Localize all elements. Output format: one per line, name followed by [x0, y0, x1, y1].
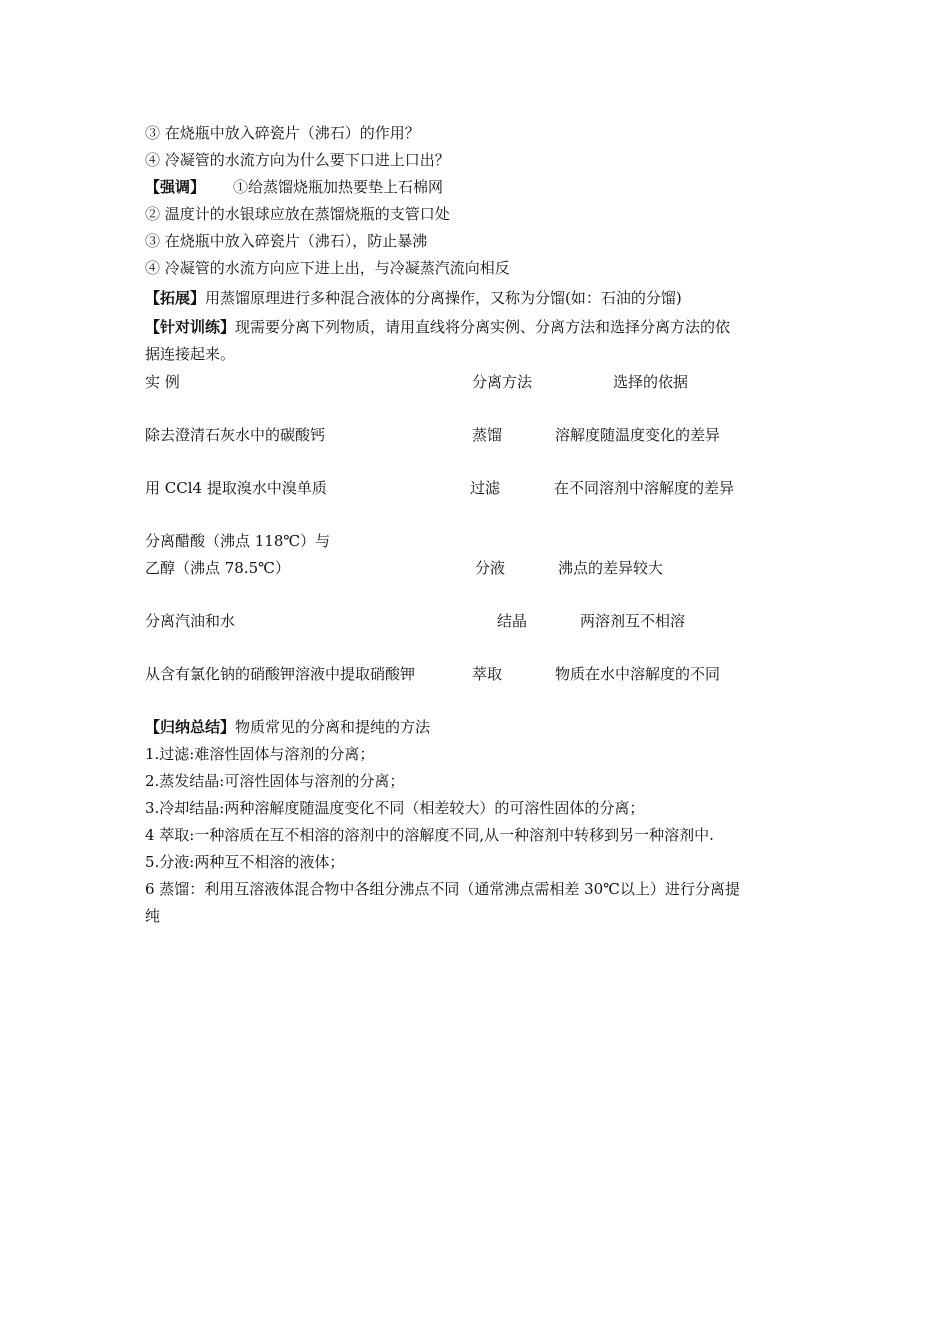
question-4: ④ 冷凝管的水流方向为什么要下口进上口出？	[145, 151, 450, 169]
method-5: 萃取	[472, 665, 503, 683]
emphasis-point-3: ③ 在烧瓶中放入碎瓷片（沸石），防止暴沸	[145, 232, 428, 250]
emphasis-point-2: ② 温度计的水银球应放在蒸馏烧瓶的支管口处	[145, 205, 450, 223]
extension-tag: 【拓展】	[145, 289, 206, 307]
method-2: 过滤	[470, 479, 501, 497]
method-1: 蒸馏	[472, 426, 503, 444]
training-text: 现需要分离下列物质，请用直线将分离实例、分离方法和选择分离方法的依	[235, 318, 731, 336]
emphasis-line	[145, 177, 443, 197]
basis-3: 沸点的差异较大	[558, 559, 664, 577]
method-4: 结晶	[497, 612, 528, 630]
summary-item: 3.冷却结晶:两种溶解度随温度变化不同（相差较大）的可溶性固体的分离；	[145, 799, 645, 817]
header-basis: 选择的依据	[613, 373, 689, 391]
extension-text: 用蒸馏原理进行多种混合液体的分离操作，又称为分馏(如：石油的分馏)	[205, 289, 682, 307]
header-method: 分离方法	[472, 373, 533, 391]
example-2: 用 CCl4 提取溴水中溴单质	[145, 479, 327, 497]
basis-1: 溶解度随温度变化的差异	[555, 426, 721, 444]
question-3: ③ 在烧瓶中放入碎瓷片（沸石）的作用？	[145, 124, 420, 142]
summary-item: 4 萃取:一种溶质在互不相溶的溶剂中的溶解度不同,从一种溶剂中转移到另一种溶剂中.	[145, 826, 714, 844]
emphasis-tag: 【强调】	[145, 178, 206, 196]
training-tag: 【针对训练】	[145, 318, 236, 336]
summary-item: 1.过滤:难溶性固体与溶剂的分离；	[145, 745, 375, 763]
emphasis-point-1: ①给蒸馏烧瓶加热要垫上石棉网	[233, 178, 444, 196]
summary-heading	[145, 717, 430, 737]
example-3: 分离醋酸（沸点 118℃）与	[145, 532, 331, 550]
example-5: 从含有氯化钠的硝酸钾溶液中提取硝酸钾	[145, 665, 416, 683]
summary-item: 2.蒸发结晶:可溶性固体与溶剂的分离；	[145, 772, 405, 790]
header-example: 实 例	[145, 373, 180, 391]
example-1: 除去澄清石灰水中的碳酸钙	[145, 426, 326, 444]
basis-2: 在不同溶剂中溶解度的差异	[554, 479, 735, 497]
extension-line	[145, 288, 682, 308]
basis-4: 两溶剂互不相溶	[580, 612, 686, 630]
method-3: 分液	[475, 559, 506, 577]
summary-title: 物质常见的分离和提纯的方法	[235, 718, 431, 736]
summary-item: 5.分液:两种互不相溶的液体；	[145, 853, 345, 871]
example-4: 分离汽油和水	[145, 612, 236, 630]
training-line	[145, 317, 730, 337]
summary-item-cont: 纯	[145, 907, 161, 925]
emphasis-point-4: ④ 冷凝管的水流方向应下进上出，与冷凝蒸汽流向相反	[145, 259, 510, 277]
training-text-cont: 据连接起来。	[145, 345, 236, 363]
summary-tag: 【归纳总结】	[145, 718, 236, 736]
summary-item: 6 蒸馏：利用互溶液体混合物中各组分沸点不同（通常沸点需相差 30℃以上）进行分离提	[145, 880, 740, 898]
basis-5: 物质在水中溶解度的不同	[555, 665, 721, 683]
example-3-cont: 乙醇（沸点 78.5℃）	[145, 559, 290, 577]
